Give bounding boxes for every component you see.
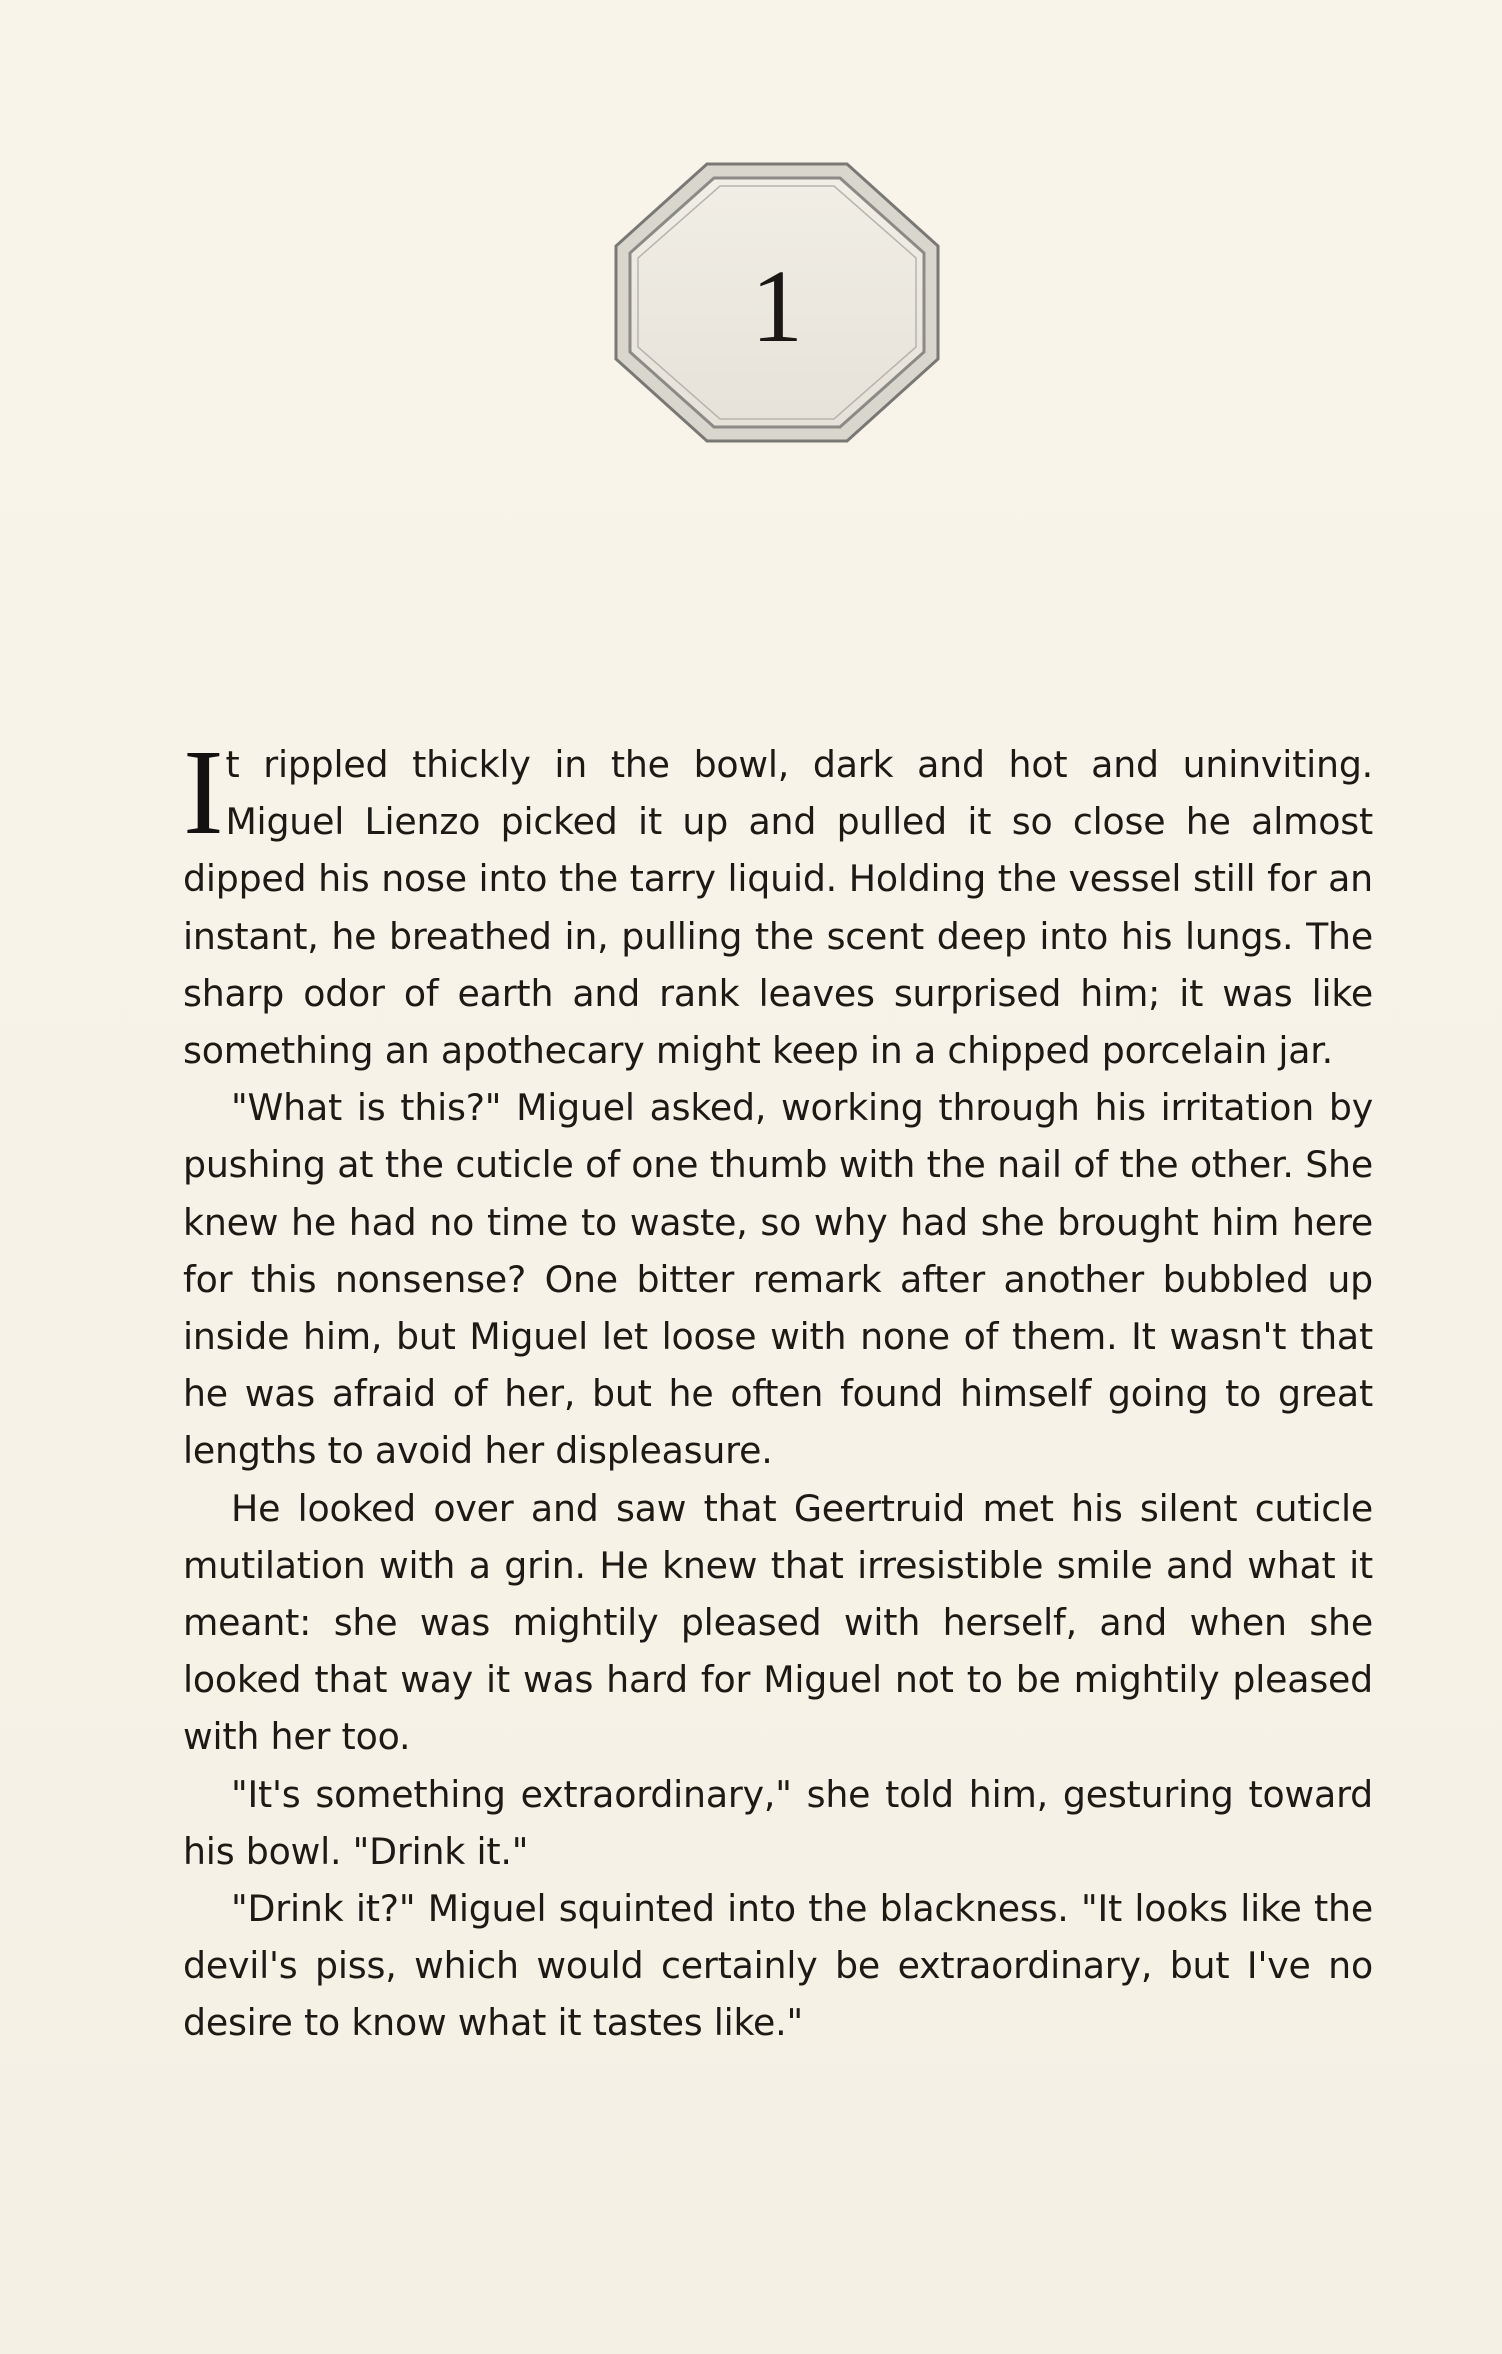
paragraph-5: "Drink it?" Miguel squinted into the blackness. "It looks like the devil's piss, which would certainly be extraordinary, but I've no desire to know what it tastes like." xyxy=(183,1887,1373,2045)
chapter-number: 1 xyxy=(751,249,803,364)
drop-cap: I xyxy=(183,725,224,860)
paragraph-1-text: t rippled thickly in the bowl, dark and hot and uninviting. Miguel Lienzo picked it up and pulled it so close he almost dipped his nose into the tarry liquid. Holding the vessel still for an instant, he breathed in, pulling the scent deep into his lungs. The sharp odor of earth and rank leaves surprised him; it was like something an apothecary might keep in a chipped porcelain jar. xyxy=(183,743,1373,1073)
paragraph-2: "What is this?" Miguel asked, working through his irritation by pushing at the cuticle of one thumb with the nail of the other. She knew he had no time to waste, so why had she brought him here for this nonsense? One bitter remark after another bubbled up inside him, but Miguel let loose with none of them. It wasn't that he was afraid of her, but he often found himself going to great lengths to avoid her displeasure. xyxy=(183,1086,1373,1473)
paragraph-4: "It's something extraordinary," she told him, gesturing toward his bowl. "Drink it." xyxy=(183,1772,1373,1873)
paragraph-3: He looked over and saw that Geertruid met his silent cuticle mutilation with a grin. He knew that irresistible smile and what it meant: she was mightily pleased with herself, and when she looked that way it was hard for Miguel not to be mightily pleased with her too. xyxy=(183,1486,1373,1759)
paragraph-1 xyxy=(183,725,1373,1079)
chapter-body xyxy=(183,725,1373,2052)
chapter-badge xyxy=(612,160,942,445)
